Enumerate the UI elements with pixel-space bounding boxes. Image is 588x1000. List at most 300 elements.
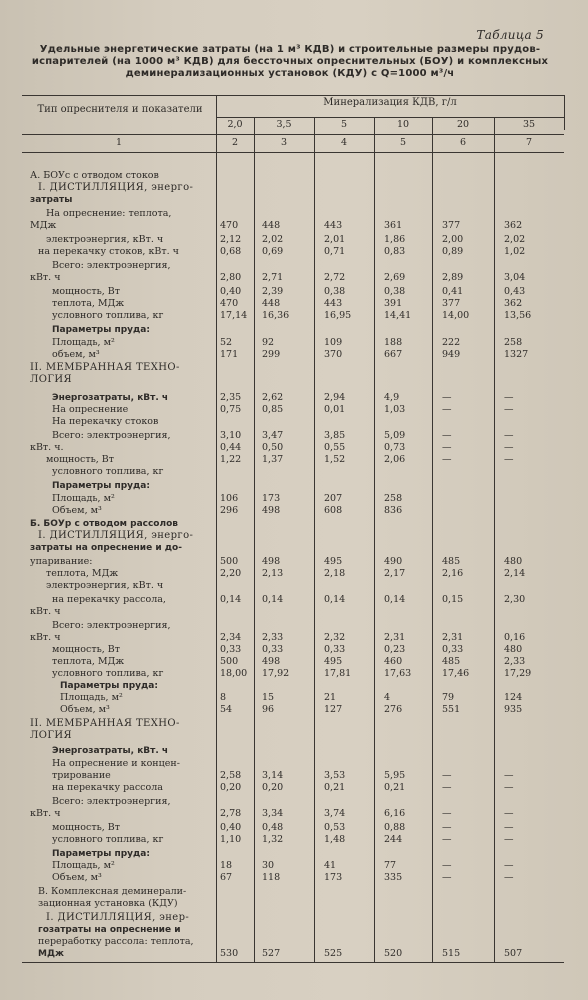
- cell-value: 2,30: [504, 594, 526, 605]
- table-row: [0, 692, 588, 704]
- cell-value: 480: [504, 556, 523, 567]
- row-label: на перекачку стоков, кВт. ч: [38, 246, 179, 257]
- row-label: затраты: [30, 195, 73, 205]
- cell-value: 299: [262, 349, 281, 360]
- row-label: на перекачку рассола,: [52, 594, 166, 605]
- cell-value: 0,21: [324, 782, 346, 793]
- table-row: [0, 860, 588, 872]
- cell-value: —: [504, 770, 514, 781]
- cell-value: —: [504, 392, 514, 403]
- row-label: Площадь, м²: [60, 692, 123, 703]
- cell-value: 0,16: [504, 632, 526, 643]
- table-row: [0, 782, 588, 794]
- cell-value: —: [504, 442, 514, 453]
- table-row: [0, 644, 588, 656]
- cell-value: 0,88: [384, 822, 406, 833]
- header-number-rule: [22, 134, 564, 135]
- cell-value: 490: [384, 556, 403, 567]
- cell-value: 276: [384, 704, 403, 715]
- column-number: 4: [340, 137, 348, 148]
- cell-value: 106: [220, 493, 239, 504]
- table-row: [0, 392, 588, 404]
- cell-value: 460: [384, 656, 403, 667]
- row-label: А. БОУс с отводом стоков: [30, 170, 159, 181]
- row-label: на перекачку рассола: [52, 782, 163, 793]
- cell-value: 480: [504, 644, 523, 655]
- cell-value: 96: [262, 704, 275, 715]
- row-label: Параметры пруда:: [52, 481, 150, 491]
- cell-value: 335: [384, 872, 403, 883]
- cell-value: 17,92: [262, 668, 290, 679]
- table-row: [0, 260, 588, 272]
- cell-value: 0,73: [384, 442, 406, 453]
- column-number: 3: [280, 137, 288, 148]
- cell-value: 173: [324, 872, 343, 883]
- cell-value: 3,10: [220, 430, 242, 441]
- row-label: Всего: электроэнергия,: [52, 260, 171, 271]
- table-row: [0, 556, 588, 568]
- table-row: [0, 580, 588, 592]
- table-row: [0, 656, 588, 668]
- cell-value: 244: [384, 834, 403, 845]
- cell-value: —: [442, 808, 452, 819]
- cell-value: 2,14: [504, 568, 526, 579]
- table-row: [0, 620, 588, 632]
- table-row: [0, 430, 588, 442]
- column-header-type: Тип опреснителя и показатели: [37, 104, 203, 115]
- cell-value: 0,38: [324, 286, 346, 297]
- cell-value: 54: [220, 704, 233, 715]
- cell-value: 443: [324, 298, 343, 309]
- cell-value: —: [442, 872, 452, 883]
- cell-value: 4: [384, 692, 391, 703]
- row-label: кВт. ч.: [30, 442, 64, 453]
- cell-value: 515: [442, 948, 461, 959]
- mineral-value-header: 10: [396, 119, 410, 130]
- cell-value: 525: [324, 948, 343, 959]
- mineral-value-header: 5: [340, 119, 348, 130]
- table-row: [0, 606, 588, 618]
- row-label: Всего: электроэнергия,: [52, 430, 171, 441]
- cell-value: 0,33: [324, 644, 346, 655]
- cell-value: 1,52: [324, 454, 346, 465]
- cell-value: 443: [324, 220, 343, 231]
- cell-value: 258: [384, 493, 403, 504]
- row-label: затраты на опреснение и до-: [30, 543, 182, 553]
- column-number: 5: [399, 137, 407, 148]
- cell-value: 0,14: [384, 594, 406, 605]
- table-row: [0, 310, 588, 322]
- cell-value: 188: [384, 337, 403, 348]
- table-row: [0, 730, 588, 742]
- cell-value: 0,21: [384, 782, 406, 793]
- cell-value: 1327: [504, 349, 529, 360]
- cell-value: 0,33: [262, 644, 284, 655]
- row-label: Параметры пруда:: [52, 325, 150, 335]
- cell-value: 2,32: [324, 632, 346, 643]
- column-number: 7: [525, 137, 533, 148]
- table-bottom-rule: [22, 962, 564, 963]
- table-row: [0, 704, 588, 716]
- table-row: [0, 208, 588, 220]
- cell-value: 3,14: [262, 770, 284, 781]
- column-rule: [314, 117, 315, 962]
- cell-value: 171: [220, 349, 239, 360]
- table-row: [0, 493, 588, 505]
- cell-value: —: [442, 454, 452, 465]
- cell-value: 15: [262, 692, 275, 703]
- table-row: [0, 416, 588, 428]
- cell-value: 2,80: [220, 272, 242, 283]
- cell-value: 935: [504, 704, 523, 715]
- row-label: МДж: [38, 949, 64, 959]
- table-row: [0, 872, 588, 884]
- cell-value: 1,02: [504, 246, 526, 257]
- row-label: электроэнергия, кВт. ч: [46, 234, 164, 245]
- cell-value: 0,15: [442, 594, 464, 605]
- row-label: объем, м³: [52, 349, 100, 360]
- table-row: [0, 220, 588, 232]
- row-label: Всего: электроэнергия,: [52, 620, 171, 631]
- row-label: I. ДИСТИЛЛЯЦИЯ, энер-: [46, 912, 190, 923]
- row-label: Площадь, м²: [52, 337, 115, 348]
- table-row: [0, 505, 588, 517]
- cell-value: 377: [442, 298, 461, 309]
- cell-value: 18: [220, 860, 233, 871]
- column-rule: [374, 117, 375, 962]
- row-label: теплота, МДж: [52, 656, 125, 667]
- cell-value: 0,38: [384, 286, 406, 297]
- cell-value: 17,29: [504, 668, 532, 679]
- cell-value: 448: [262, 298, 281, 309]
- row-label: электроэнергия, кВт. ч: [46, 580, 164, 591]
- table-row: [0, 466, 588, 478]
- cell-value: —: [504, 404, 514, 415]
- row-label: условного топлива, кг: [52, 310, 164, 321]
- row-label: кВт. ч: [30, 632, 61, 643]
- table-row: [0, 808, 588, 820]
- cell-value: 470: [220, 220, 239, 231]
- cell-value: 2,78: [220, 808, 242, 819]
- cell-value: 2,00: [442, 234, 464, 245]
- cell-value: 362: [504, 298, 523, 309]
- column-number: 2: [231, 137, 239, 148]
- cell-value: 4,9: [384, 392, 400, 403]
- cell-value: 448: [262, 220, 281, 231]
- mineral-value-header: 20: [456, 119, 470, 130]
- cell-value: 5,09: [384, 430, 406, 441]
- cell-value: 0,40: [220, 286, 242, 297]
- cell-value: 1,86: [384, 234, 406, 245]
- cell-value: 1,10: [220, 834, 242, 845]
- cell-value: 2,12: [220, 234, 242, 245]
- row-label: На опреснение и концен-: [52, 758, 180, 769]
- cell-value: 2,02: [504, 234, 526, 245]
- cell-value: —: [442, 782, 452, 793]
- cell-value: 500: [220, 656, 239, 667]
- row-label: мощность, Вт: [52, 644, 121, 655]
- cell-value: 0,20: [262, 782, 284, 793]
- cell-value: —: [442, 404, 452, 415]
- cell-value: 0,40: [220, 822, 242, 833]
- cell-value: —: [504, 808, 514, 819]
- cell-value: 0,71: [324, 246, 346, 257]
- cell-value: 2,02: [262, 234, 284, 245]
- cell-value: 0,48: [262, 822, 284, 833]
- cell-value: 530: [220, 948, 239, 959]
- cell-value: 1,32: [262, 834, 284, 845]
- cell-value: 0,20: [220, 782, 242, 793]
- cell-value: 17,14: [220, 310, 248, 321]
- cell-value: 14,00: [442, 310, 470, 321]
- table-row: [0, 745, 588, 757]
- row-label: ЛОГИЯ: [30, 374, 72, 385]
- cell-value: —: [504, 454, 514, 465]
- cell-value: 495: [324, 556, 343, 567]
- table-row: [0, 234, 588, 246]
- cell-value: 2,17: [384, 568, 406, 579]
- row-label: условного топлива, кг: [52, 834, 164, 845]
- row-label: Б. БОУр с отводом рассолов: [30, 519, 178, 529]
- cell-value: 79: [442, 692, 455, 703]
- cell-value: 16,95: [324, 310, 352, 321]
- row-label: I. ДИСТИЛЛЯЦИЯ, энерго-: [38, 182, 194, 193]
- cell-value: 370: [324, 349, 343, 360]
- table-row: [0, 594, 588, 606]
- cell-value: 362: [504, 220, 523, 231]
- cell-value: 127: [324, 704, 343, 715]
- cell-value: 2,20: [220, 568, 242, 579]
- column-number: 6: [459, 137, 467, 148]
- row-label: В. Комплексная деминерали-: [38, 886, 187, 897]
- row-label: условного топлива, кг: [52, 466, 164, 477]
- column-rule: [254, 117, 255, 962]
- cell-value: 5,95: [384, 770, 406, 781]
- cell-value: 3,47: [262, 430, 284, 441]
- cell-value: 0,01: [324, 404, 346, 415]
- cell-value: 6,16: [384, 808, 406, 819]
- table-row: [0, 298, 588, 310]
- row-label: кВт. ч: [30, 606, 61, 617]
- cell-value: 498: [262, 505, 281, 516]
- cell-value: 498: [262, 656, 281, 667]
- cell-value: 2,71: [262, 272, 284, 283]
- table-row: [0, 480, 588, 492]
- cell-value: 667: [384, 349, 403, 360]
- cell-value: 2,34: [220, 632, 242, 643]
- cell-value: 2,33: [262, 632, 284, 643]
- table-row: [0, 796, 588, 808]
- table-row: [0, 936, 588, 948]
- cell-value: —: [504, 860, 514, 871]
- cell-value: 2,72: [324, 272, 346, 283]
- row-label: Площадь, м²: [52, 860, 115, 871]
- cell-value: 13,56: [504, 310, 532, 321]
- cell-value: 527: [262, 948, 281, 959]
- table-row: [0, 404, 588, 416]
- cell-value: 258: [504, 337, 523, 348]
- cell-value: 949: [442, 349, 461, 360]
- cell-value: 551: [442, 704, 461, 715]
- row-label: теплота, МДж: [52, 298, 125, 309]
- cell-value: 0,68: [220, 246, 242, 257]
- row-label: Энергозатраты, кВт. ч: [52, 746, 169, 756]
- cell-value: 0,50: [262, 442, 284, 453]
- cell-value: 2,39: [262, 286, 284, 297]
- mineral-value-header: 3,5: [276, 119, 292, 130]
- cell-value: 41: [324, 860, 337, 871]
- cell-value: 0,33: [220, 644, 242, 655]
- cell-value: 222: [442, 337, 461, 348]
- row-label: Энергозатраты, кВт. ч: [52, 393, 169, 403]
- cell-value: 1,03: [384, 404, 406, 415]
- row-label: Всего: электроэнергия,: [52, 796, 171, 807]
- cell-value: 8: [220, 692, 227, 703]
- cell-value: 118: [262, 872, 281, 883]
- cell-value: —: [442, 392, 452, 403]
- table-row: [0, 668, 588, 680]
- cell-value: 0,43: [504, 286, 526, 297]
- cell-value: 0,14: [220, 594, 242, 605]
- row-label: переработку рассола: теплота,: [38, 936, 194, 947]
- cell-value: —: [442, 822, 452, 833]
- table-caption: Удельные энергетические затраты (на 1 м³ КДВ) и строительные размеры прудов-испарителей (на 1000 м³ КДВ) для бессточных опреснительных (БОУ) и комплексных деминерализационных установок (КДУ) с Q=1000 м³/ч: [31, 44, 549, 79]
- cell-value: —: [504, 822, 514, 833]
- column-rule: [564, 95, 565, 130]
- cell-value: 1,22: [220, 454, 242, 465]
- table-row: [0, 362, 588, 374]
- cell-value: 17,63: [384, 668, 412, 679]
- row-label: Объем, м³: [52, 872, 102, 883]
- cell-value: 2,35: [220, 392, 242, 403]
- table-row: [0, 454, 588, 466]
- cell-value: 52: [220, 337, 233, 348]
- cell-value: 0,85: [262, 404, 284, 415]
- cell-value: 2,16: [442, 568, 464, 579]
- cell-value: 17,81: [324, 668, 352, 679]
- row-label: Параметры пруда:: [60, 681, 158, 691]
- row-label: На опреснение: [52, 404, 129, 415]
- table-row: [0, 886, 588, 898]
- cell-value: 2,89: [442, 272, 464, 283]
- cell-value: 500: [220, 556, 239, 567]
- cell-value: 2,58: [220, 770, 242, 781]
- table-row: [0, 822, 588, 834]
- cell-value: 92: [262, 337, 275, 348]
- cell-value: 485: [442, 556, 461, 567]
- table-row: [0, 324, 588, 336]
- table-row: [0, 246, 588, 258]
- table-row: [0, 912, 588, 924]
- cell-value: 0,55: [324, 442, 346, 453]
- row-label: I. ДИСТИЛЛЯЦИЯ, энерго-: [38, 530, 194, 541]
- cell-value: 21: [324, 692, 337, 703]
- cell-value: 507: [504, 948, 523, 959]
- row-label: мощность, Вт: [52, 822, 121, 833]
- cell-value: 0,53: [324, 822, 346, 833]
- column-rule: [494, 117, 495, 962]
- cell-value: 3,85: [324, 430, 346, 441]
- cell-value: 2,18: [324, 568, 346, 579]
- cell-value: —: [504, 430, 514, 441]
- row-label: На опреснение: теплота,: [46, 208, 172, 219]
- row-label: На перекачку стоков: [52, 416, 159, 427]
- cell-value: —: [504, 872, 514, 883]
- cell-value: —: [442, 430, 452, 441]
- cell-value: 124: [504, 692, 523, 703]
- cell-value: 67: [220, 872, 233, 883]
- cell-value: 2,69: [384, 272, 406, 283]
- cell-value: 1,37: [262, 454, 284, 465]
- cell-value: 173: [262, 493, 281, 504]
- table-row: [0, 337, 588, 349]
- cell-value: —: [442, 834, 452, 845]
- cell-value: 77: [384, 860, 397, 871]
- cell-value: —: [504, 834, 514, 845]
- table-row: [0, 834, 588, 846]
- header-bottom-rule: [22, 152, 564, 153]
- table-row: [0, 349, 588, 361]
- row-label: упаривание:: [30, 556, 93, 567]
- row-label: Объем, м³: [60, 704, 110, 715]
- table-label: Таблица 5: [476, 28, 544, 42]
- row-label: теплота, МДж: [46, 568, 119, 579]
- table-row: [0, 924, 588, 936]
- cell-value: 0,75: [220, 404, 242, 415]
- cell-value: —: [442, 442, 452, 453]
- row-label: Площадь, м²: [52, 493, 115, 504]
- table-row: [0, 170, 588, 182]
- table-row: [0, 530, 588, 542]
- table-row: [0, 542, 588, 554]
- table-row: [0, 374, 588, 386]
- table-row: [0, 770, 588, 782]
- row-label: ЛОГИЯ: [30, 730, 72, 741]
- cell-value: 495: [324, 656, 343, 667]
- cell-value: 2,62: [262, 392, 284, 403]
- mineral-value-header: 2,0: [227, 119, 243, 130]
- row-label: мощность, Вт: [46, 454, 115, 465]
- cell-value: 520: [384, 948, 403, 959]
- cell-value: 0,33: [442, 644, 464, 655]
- cell-value: 16,36: [262, 310, 290, 321]
- cell-value: 3,04: [504, 272, 526, 283]
- cell-value: 3,74: [324, 808, 346, 819]
- cell-value: 0,14: [262, 594, 284, 605]
- cell-value: —: [504, 782, 514, 793]
- cell-value: 3,53: [324, 770, 346, 781]
- cell-value: 109: [324, 337, 343, 348]
- cell-value: 14,41: [384, 310, 412, 321]
- row-label: МДж: [30, 220, 57, 231]
- cell-value: 3,34: [262, 808, 284, 819]
- header-top-rule: [22, 95, 564, 96]
- cell-value: 608: [324, 505, 343, 516]
- column-number: 1: [115, 137, 123, 148]
- row-label: II. МЕМБРАННАЯ ТЕХНО-: [30, 362, 180, 373]
- cell-value: 498: [262, 556, 281, 567]
- row-label: зационная установка (КДУ): [38, 898, 178, 909]
- cell-value: 2,13: [262, 568, 284, 579]
- cell-value: 1,48: [324, 834, 346, 845]
- cell-value: 18,00: [220, 668, 248, 679]
- row-label: мощность, Вт: [52, 286, 121, 297]
- cell-value: 17,46: [442, 668, 470, 679]
- cell-value: 0,83: [384, 246, 406, 257]
- row-label: трирование: [52, 770, 111, 781]
- cell-value: 0,14: [324, 594, 346, 605]
- cell-value: 296: [220, 505, 239, 516]
